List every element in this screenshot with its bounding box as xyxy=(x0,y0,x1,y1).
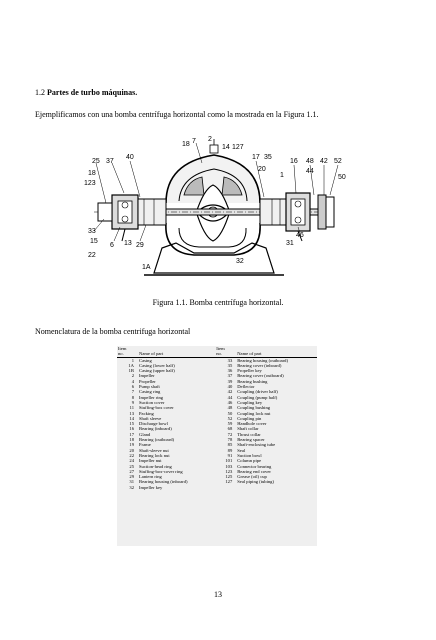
callout-label: 35 xyxy=(264,154,272,161)
item-number-cell: 4 xyxy=(131,378,134,384)
table-row xyxy=(117,485,317,490)
part-name-cell: Propeller xyxy=(139,378,156,384)
part-name-cell: Bearing cover (inboard) xyxy=(237,362,282,368)
part-name-cell xyxy=(236,485,317,490)
part-name-cell: Bearing spacer xyxy=(237,437,265,443)
item-number-cell: 85 xyxy=(227,442,233,448)
part-name-cell: Column pipe xyxy=(237,458,262,464)
item-number-cell: 40 xyxy=(227,384,233,390)
item-number-cell: 27 xyxy=(129,468,134,474)
item-number-cell: 1 xyxy=(131,357,134,363)
callout-label: 40 xyxy=(126,154,134,161)
item-number-cell: 72 xyxy=(227,431,233,437)
callout-label: 37 xyxy=(106,158,114,165)
item-number-cell: 127 xyxy=(225,479,233,485)
part-name-cell: Coupling key xyxy=(237,399,263,405)
item-number-cell: 35 xyxy=(227,362,233,368)
part-name-cell: Deflector xyxy=(237,384,255,390)
item-number-cell: 9 xyxy=(131,399,134,405)
part-name-cell: Stuffing-box-cover ring xyxy=(139,468,183,474)
item-number-cell: 11 xyxy=(129,405,134,411)
item-number-cell: 6 xyxy=(131,384,134,390)
callout-label: 14 xyxy=(222,144,230,151)
table-header-no: no. xyxy=(215,351,236,357)
intro-paragraph: Ejemplificamos con una bomba centrífuga horizontal como la mostrada en la Figura 1.1. xyxy=(35,110,319,119)
item-number-cell: 2 xyxy=(131,373,134,379)
callout-label: 13 xyxy=(124,240,132,247)
section-heading xyxy=(35,88,137,97)
part-name-cell: Seal xyxy=(237,447,246,453)
section-number: 1.2 xyxy=(35,88,45,97)
table-header-no: no. xyxy=(117,351,138,357)
nomenclature-heading: Nomenclatura de la bomba centrifuga horizontal xyxy=(35,327,191,336)
part-name-cell: Shaft collar xyxy=(237,426,259,432)
callout-label: 18 xyxy=(182,141,190,148)
callout-label: 46 xyxy=(296,232,304,239)
item-number-cell: 37 xyxy=(227,373,233,379)
table-header-name: Name of part xyxy=(138,351,215,357)
item-number-cell: 33 xyxy=(227,357,233,363)
item-number-cell: 1A xyxy=(128,362,134,368)
part-name-cell: Thrust collar xyxy=(237,431,261,437)
page-number: 13 xyxy=(214,590,222,599)
figure-caption: Figura 1.1. Bomba centrífuga horizontal. xyxy=(152,298,284,307)
table-header-item: Item xyxy=(216,346,225,351)
callout-label: 6 xyxy=(110,242,114,249)
part-name-cell: Coupling (pump half) xyxy=(237,394,278,400)
callout-label: 1A xyxy=(142,264,151,271)
part-name-cell: Casing (upper half) xyxy=(139,368,175,374)
item-number-cell: 17 xyxy=(129,431,134,437)
item-number-cell: 32 xyxy=(129,484,134,490)
part-name-cell: Impeller xyxy=(139,373,155,379)
callout-label: 52 xyxy=(334,158,342,165)
part-name-cell: Pump shaft xyxy=(139,384,160,390)
part-name-cell: Propeller key xyxy=(237,368,262,374)
item-number-cell: 52 xyxy=(227,415,233,421)
item-number-cell: 44 xyxy=(227,394,233,400)
callout-label: 25 xyxy=(92,158,100,165)
part-name-cell: Suction-head ring xyxy=(139,463,172,469)
section-title: Partes de turbo máquinas. xyxy=(47,88,138,97)
part-name-cell: Shaft-enclosing tube xyxy=(237,442,276,448)
item-number-cell: 24 xyxy=(129,458,134,464)
item-number-cell: 29 xyxy=(129,474,134,480)
part-name-cell: Handhole cover xyxy=(237,421,267,427)
part-name-cell: Shaft-sleeve nut xyxy=(139,447,169,453)
part-name-cell: Coupling bushing xyxy=(237,405,271,411)
part-name-cell: Packing xyxy=(139,410,154,416)
item-number-cell: 25 xyxy=(129,463,134,469)
callout-label: 7 xyxy=(192,138,196,145)
part-name-cell: Bearing bushing xyxy=(237,378,268,384)
callout-label: 127 xyxy=(232,144,244,151)
part-name-cell: Gland xyxy=(139,431,151,437)
callout-label: 1 xyxy=(280,172,284,179)
callout-label: 29 xyxy=(136,242,144,249)
item-number-cell: 125 xyxy=(225,474,233,480)
part-name-cell: Bearing lock nut xyxy=(139,452,170,458)
part-name-cell: Connector bearing xyxy=(237,463,272,469)
callout-label: 22 xyxy=(88,252,96,259)
item-number-cell: 46 xyxy=(227,399,233,405)
part-name-cell: Coupling lock nut xyxy=(237,410,271,416)
callout-label: 18 xyxy=(88,170,96,177)
item-number-cell: 1B xyxy=(128,368,134,374)
part-name-cell: Coupling (driver half) xyxy=(237,389,278,395)
callout-label: 33 xyxy=(88,228,96,235)
part-name-cell: Seal piping (tubing) xyxy=(237,479,274,485)
part-name-cell: Bearing end cover xyxy=(237,468,271,474)
item-number-cell: 39 xyxy=(227,378,233,384)
item-number-cell: 68 xyxy=(227,426,233,432)
item-number-cell: 91 xyxy=(227,452,233,458)
item-number-cell: 42 xyxy=(227,389,233,395)
item-number-cell: 101 xyxy=(225,458,233,464)
callout-label: 44 xyxy=(306,168,314,175)
item-number-cell: 36 xyxy=(227,368,233,374)
item-number-cell: 7 xyxy=(131,389,134,395)
item-number-cell: 16 xyxy=(129,426,134,432)
callout-label: 2 xyxy=(208,136,212,143)
table-header-name: Name of part xyxy=(236,351,317,357)
part-name-cell: Grease (oil) cup xyxy=(237,474,267,480)
callout-label: 48 xyxy=(306,158,314,165)
item-number-cell: 18 xyxy=(129,437,134,443)
part-name-cell: Lantern ring xyxy=(139,474,162,480)
part-name-cell: Coupling pin xyxy=(237,415,262,421)
callout-label: 32 xyxy=(236,258,244,265)
part-name-cell: Frame xyxy=(139,442,151,448)
table-header-item: Item xyxy=(118,346,127,351)
part-name-cell: Bearing (outboard) xyxy=(139,437,175,443)
part-name-cell: Impeller ring xyxy=(139,394,164,400)
part-name-cell: Suction bowl xyxy=(237,452,262,458)
callout-label: 15 xyxy=(90,238,98,245)
parts-nomenclature-table xyxy=(117,346,317,546)
callout-label: 42 xyxy=(320,158,328,165)
part-name-cell: Shaft sleeve xyxy=(139,415,162,421)
item-number-cell: 50 xyxy=(227,410,233,416)
item-number-cell: 14 xyxy=(129,415,134,421)
part-name-cell: Impeller nut xyxy=(139,458,162,464)
callout-label: 31 xyxy=(286,240,294,247)
item-number-cell: 78 xyxy=(227,437,233,443)
callout-label: 50 xyxy=(338,174,346,181)
callout-label: 16 xyxy=(290,158,298,165)
item-number-cell: 20 xyxy=(129,447,134,453)
item-number-cell: 22 xyxy=(129,452,134,458)
callout-label: 20 xyxy=(258,166,266,173)
item-number-cell: 89 xyxy=(227,447,233,453)
part-name-cell: Bearing housing (outboard) xyxy=(237,357,289,363)
item-number-cell: 19 xyxy=(129,442,134,448)
item-number-cell: 48 xyxy=(227,405,233,411)
item-number-cell: 59 xyxy=(227,421,233,427)
part-name-cell: Casing (lower half) xyxy=(139,362,175,368)
part-name-cell: Casing ring xyxy=(139,389,161,395)
callout-label: 17 xyxy=(252,154,260,161)
callout-label: 123 xyxy=(84,180,96,187)
item-number-cell: 103 xyxy=(225,463,233,469)
item-number-cell: 123 xyxy=(225,468,233,474)
part-name-cell: Bearing cover (outboard) xyxy=(237,373,284,379)
item-number-cell: 13 xyxy=(129,410,134,416)
pump-cross-section-figure xyxy=(84,133,352,283)
part-name-cell: Casing xyxy=(139,357,152,363)
part-name-cell: Suction cover xyxy=(139,399,165,405)
part-name-cell: Bearing housing (inboard) xyxy=(139,479,188,485)
item-number-cell: 31 xyxy=(129,479,134,485)
part-name-cell: Discharge bowl xyxy=(139,421,168,427)
part-name-cell: Stuffing-box cover xyxy=(139,405,174,411)
part-name-cell: Impeller key xyxy=(139,484,163,490)
item-number-cell: 8 xyxy=(131,394,134,400)
part-name-cell: Bearing (inboard) xyxy=(139,426,172,432)
item-number-cell xyxy=(215,485,236,490)
item-number-cell: 15 xyxy=(129,421,134,427)
parts-table-body xyxy=(117,357,317,490)
